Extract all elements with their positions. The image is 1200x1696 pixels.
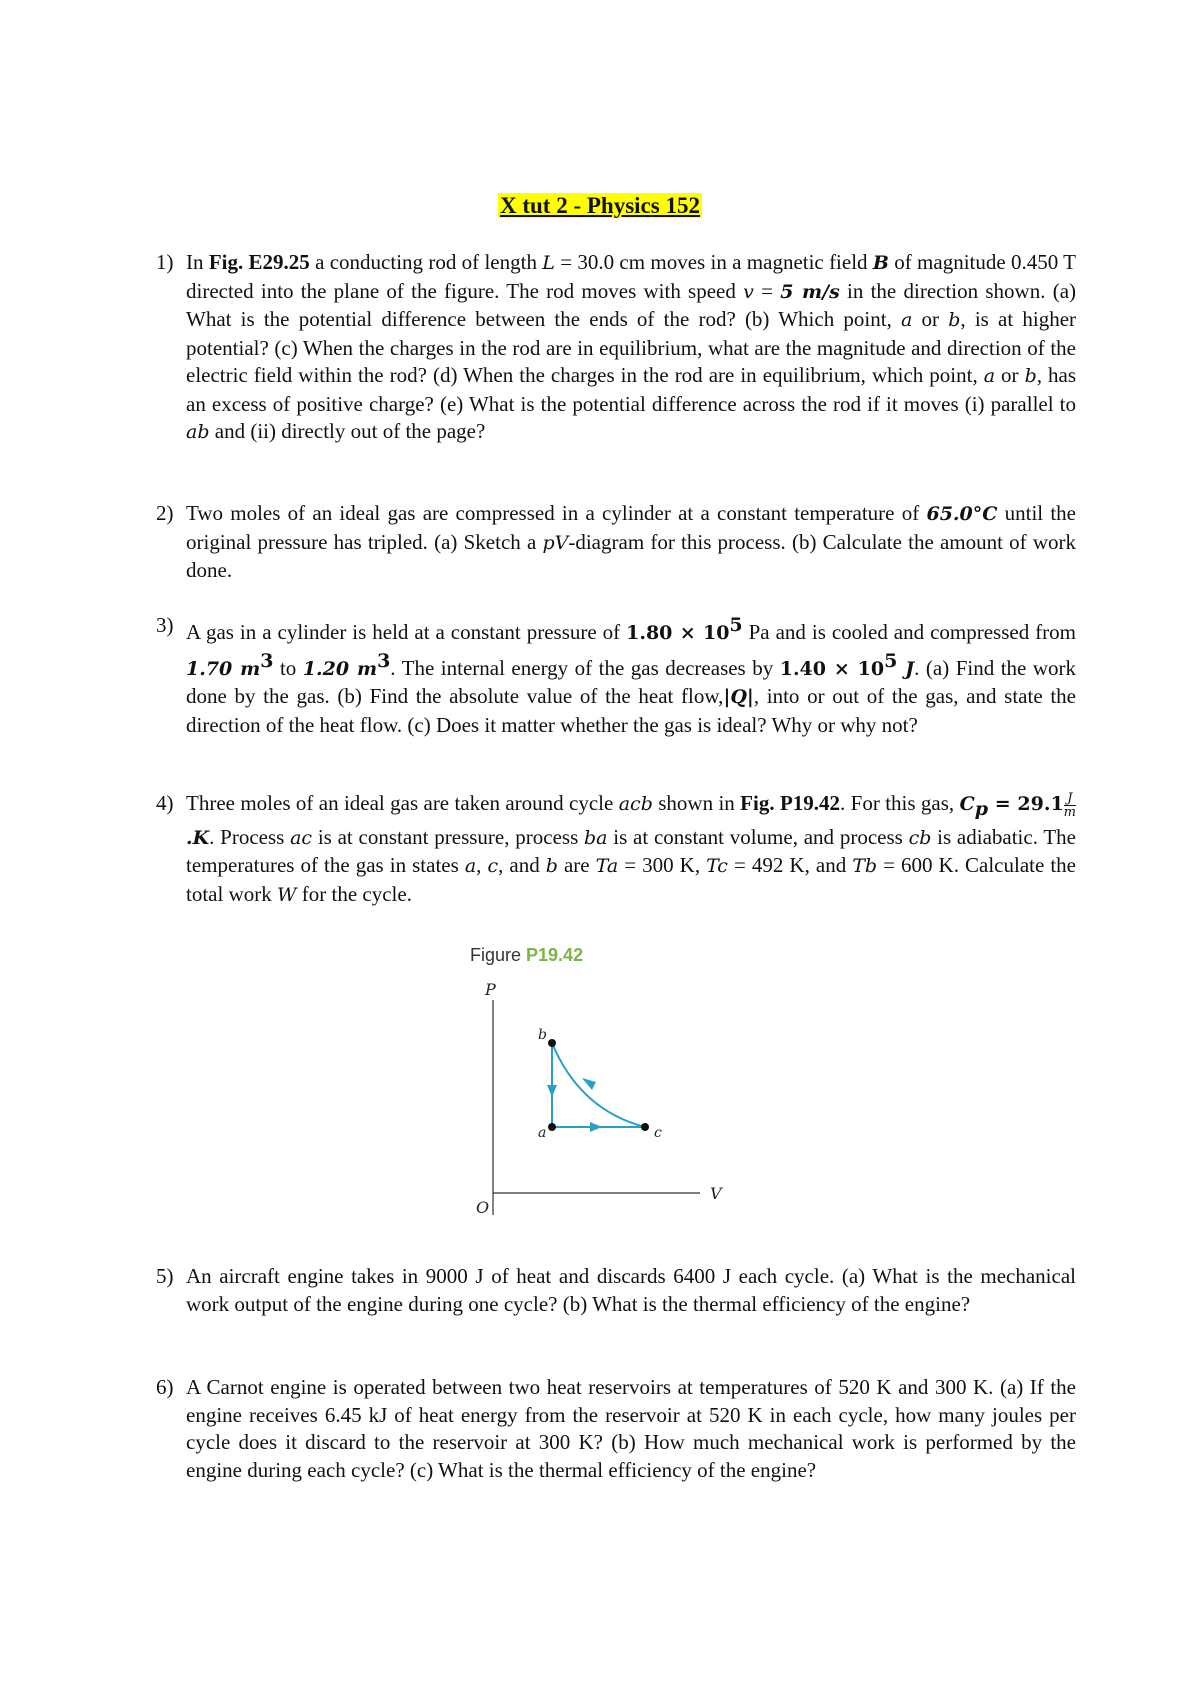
figure-reference: Fig. E29.25 xyxy=(208,250,310,274)
question-text: A gas in a cylinder is held at a constant pressure of $1.80 \times 10^5$ Pa and is cooled and compressed from 1.70 $m^3$ to 1.20 $m^3$. The internal energy of the gas decreases by $1.40 \times 10^5$ J. (a) Find the work done by the gas. (b) Find the absolute value of the heat flow,|Q|, into or out of the gas, and state the direction of the heat flow. (c) Does it matter whether the gas is ideal? Why or why not? xyxy=(186,614,1077,737)
question-text: Three moles of an ideal gas are taken around cycle acb shown in Fig. P19.42. For this gas, $C_p = 29.1$ $\frac{J}{m}$ .K. Process ac is at constant pressure, process ba is at constant volume, and process cb is adiabatic. The temperatures of the gas in states a, c, and b are Ta = 300 K, Tc = 492 K, and Tb = 600 K. Calculate the total work W for the cycle. xyxy=(186,790,1077,906)
page-title xyxy=(0,193,1200,219)
question-text: In Fig. E29.25 a conducting rod of length L = 30.0 cm moves in a magnetic field B of magnitude 0.450 T directed into the plane of the figure. The rod moves with speed v = 5 m/s in the direction shown. (a) What is the potential difference between the ends of the rod? (b) Which point, a or b, is at higher potential? (c) When the charges in the rod are in equilibrium, what are the magnitude and direction of the electric field within the rod? (d) When the charges in the rod are in equilibrium, which point, a or b, has an excess of positive charge? (e) What is the potential difference across the rod if it moves (i) parallel to ab and (ii) directly out of the page? xyxy=(186,250,1077,443)
point-c-label: c xyxy=(654,1125,662,1141)
question-4 xyxy=(156,790,1077,909)
question-text: An aircraft engine takes in 9000 J of heat and discards 6400 J each cycle. (a) What is the mechanical work output of the engine during one cycle? (b) What is the thermal efficiency of the engine? xyxy=(186,1264,1076,1316)
question-6 xyxy=(156,1374,1076,1484)
unit-fraction: $\frac{J}{m}$ xyxy=(1063,790,1076,820)
question-number: 2) xyxy=(156,501,174,525)
point-b xyxy=(548,1039,556,1047)
question-number: 1) xyxy=(156,250,174,274)
point-b-label: b xyxy=(538,1027,547,1043)
question-number: 4) xyxy=(156,791,174,815)
arrow-ba xyxy=(547,1085,557,1097)
pv-diagram-figure xyxy=(460,945,760,1225)
point-a-label: a xyxy=(538,1125,547,1141)
question-1 xyxy=(156,249,1077,447)
point-a xyxy=(548,1123,556,1131)
arrow-cb xyxy=(582,1078,596,1090)
question-text: Two moles of an ideal gas are compressed in a cylinder at a constant temperature of 65.0°C until the original pressure has tripled. (a) Sketch a pV-diagram for this process. (b) Calculate the amount of work done. xyxy=(186,501,1076,582)
point-c xyxy=(641,1123,649,1131)
p-axis-label: P xyxy=(485,980,496,999)
question-3 xyxy=(156,612,1077,739)
figure-caption: Figure P19.42 xyxy=(470,945,584,965)
v-axis-label: V xyxy=(710,1184,722,1203)
origin-label: O xyxy=(476,1198,490,1217)
page-title-text: X tut 2 - Physics 152 xyxy=(500,193,700,218)
process-cb xyxy=(552,1043,645,1127)
question-2 xyxy=(156,500,1076,585)
arrow-ac xyxy=(590,1122,602,1132)
question-number: 3) xyxy=(156,613,174,637)
pv-diagram xyxy=(460,945,760,1225)
question-5 xyxy=(156,1263,1076,1318)
question-number: 6) xyxy=(156,1375,174,1399)
figure-reference: Fig. P19.42 xyxy=(740,791,841,815)
question-number: 5) xyxy=(156,1264,174,1288)
question-text: A Carnot engine is operated between two heat reservoirs at temperatures of 520 K and 300 K. (a) If the engine receives 6.45 kJ of heat energy from the reservoir at 520 K in each cycle, how many joules per cycle does it discard to the reservoir at 300 K? (b) How much mechanical work is performed by the engine during each cycle? (c) What is the thermal efficiency of the engine? xyxy=(186,1375,1076,1482)
